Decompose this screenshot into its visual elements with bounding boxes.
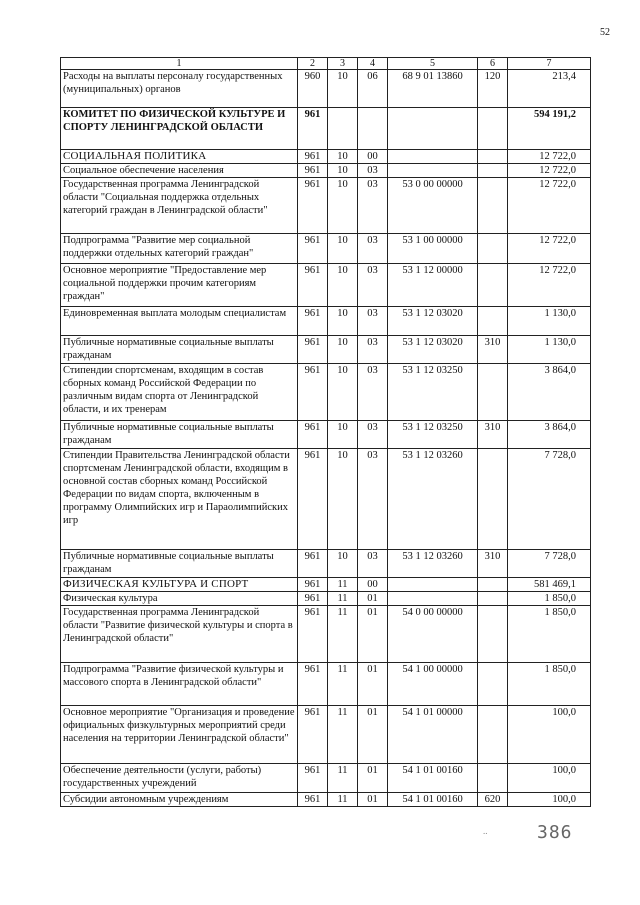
target-article-cell (388, 164, 478, 178)
amount-cell: 1 850,0 (508, 606, 591, 663)
header-cell: 3 (328, 58, 358, 70)
ministry-code-cell: 961 (298, 764, 328, 793)
header-cell: 4 (358, 58, 388, 70)
ministry-code-cell: 961 (298, 307, 328, 336)
subsection-cell: 01 (358, 592, 388, 606)
subsection-cell: 03 (358, 449, 388, 550)
section-cell: 10 (328, 449, 358, 550)
row-name-cell: Социальное обеспечение населения (61, 164, 298, 178)
row-name-cell: СОЦИАЛЬНАЯ ПОЛИТИКА (61, 150, 298, 164)
row-name-cell: Подпрограмма "Развитие мер социальной поддержки отдельных категорий граждан" (61, 234, 298, 264)
section-cell: 11 (328, 764, 358, 793)
table-row (61, 550, 591, 578)
section-cell: 10 (328, 364, 358, 421)
page-number: 52 (600, 27, 610, 38)
section-cell: 10 (328, 234, 358, 264)
amount-cell: 7 728,0 (508, 449, 591, 550)
amount-cell: 12 722,0 (508, 264, 591, 307)
expense-type-cell (478, 234, 508, 264)
amount-cell: 3 864,0 (508, 421, 591, 449)
row-name-cell: Расходы на выплаты персоналу государственных (муниципальных) органов (61, 70, 298, 108)
target-article-cell: 54 0 00 00000 (388, 606, 478, 663)
table-row (61, 421, 591, 449)
amount-cell: 12 722,0 (508, 178, 591, 234)
expense-type-cell (478, 578, 508, 592)
table-row (61, 592, 591, 606)
target-article-cell (388, 150, 478, 164)
subsection-cell: 01 (358, 793, 388, 807)
section-cell: 11 (328, 663, 358, 706)
table-row (61, 264, 591, 307)
target-article-cell: 53 1 12 03250 (388, 364, 478, 421)
ministry-code-cell: 961 (298, 336, 328, 364)
row-name-cell: Государственная программа Ленинградской области "Развитие физической культуры и спорта в Ленинградской области" (61, 606, 298, 663)
target-article-cell: 53 1 12 03260 (388, 550, 478, 578)
ministry-code-cell: 961 (298, 606, 328, 663)
amount-cell: 100,0 (508, 793, 591, 807)
subsection-cell: 00 (358, 150, 388, 164)
scan-mark: .. (483, 826, 488, 836)
header-cell: 6 (478, 58, 508, 70)
target-article-cell: 53 1 12 03020 (388, 336, 478, 364)
target-article-cell (388, 578, 478, 592)
target-article-cell: 53 1 12 00000 (388, 264, 478, 307)
table-row (61, 336, 591, 364)
table-row (61, 663, 591, 706)
expense-type-cell (478, 364, 508, 421)
target-article-cell: 54 1 01 00000 (388, 706, 478, 764)
amount-cell: 12 722,0 (508, 234, 591, 264)
expense-type-cell (478, 706, 508, 764)
ministry-code-cell: 961 (298, 578, 328, 592)
table-row (61, 764, 591, 793)
section-cell: 11 (328, 706, 358, 764)
table-row (61, 70, 591, 108)
expense-type-cell: 120 (478, 70, 508, 108)
header-cell: 1 (61, 58, 298, 70)
section-cell: 11 (328, 592, 358, 606)
row-name-cell: Стипендии спортсменам, входящим в состав сборных команд Российской Федерации по различным видам спорта от Ленинградской области, и их тренерам (61, 364, 298, 421)
target-article-cell: 54 1 00 00000 (388, 663, 478, 706)
amount-cell: 1 850,0 (508, 592, 591, 606)
target-article-cell: 53 1 00 00000 (388, 234, 478, 264)
target-article-cell: 53 1 12 03250 (388, 421, 478, 449)
expense-type-cell (478, 108, 508, 150)
ministry-code-cell: 960 (298, 70, 328, 108)
expense-type-cell: 310 (478, 336, 508, 364)
ministry-code-cell: 961 (298, 164, 328, 178)
header-cell: 2 (298, 58, 328, 70)
row-name-cell: КОМИТЕТ ПО ФИЗИЧЕСКОЙ КУЛЬТУРЕ И СПОРТУ ЛЕНИНГРАДСКОЙ ОБЛАСТИ (61, 108, 298, 150)
ministry-code-cell: 961 (298, 550, 328, 578)
expense-type-cell (478, 449, 508, 550)
target-article-cell: 54 1 01 00160 (388, 764, 478, 793)
section-cell (328, 108, 358, 150)
section-cell: 11 (328, 578, 358, 592)
subsection-cell: 03 (358, 264, 388, 307)
ministry-code-cell: 961 (298, 364, 328, 421)
subsection-cell: 03 (358, 178, 388, 234)
expense-type-cell (478, 663, 508, 706)
table-row (61, 234, 591, 264)
expense-type-cell (478, 264, 508, 307)
amount-cell: 12 722,0 (508, 164, 591, 178)
expense-type-cell (478, 150, 508, 164)
ministry-code-cell: 961 (298, 449, 328, 550)
subsection-cell: 01 (358, 764, 388, 793)
expense-type-cell: 620 (478, 793, 508, 807)
ministry-code-cell: 961 (298, 234, 328, 264)
amount-cell: 581 469,1 (508, 578, 591, 592)
handwritten-page-stamp: 386 (537, 822, 573, 843)
amount-cell: 100,0 (508, 706, 591, 764)
subsection-cell: 01 (358, 706, 388, 764)
expense-type-cell (478, 764, 508, 793)
amount-cell: 1 130,0 (508, 307, 591, 336)
section-cell: 10 (328, 70, 358, 108)
section-cell: 10 (328, 336, 358, 364)
section-cell: 10 (328, 150, 358, 164)
amount-cell: 213,4 (508, 70, 591, 108)
table-row (61, 706, 591, 764)
subsection-cell: 03 (358, 421, 388, 449)
amount-cell: 7 728,0 (508, 550, 591, 578)
ministry-code-cell: 961 (298, 108, 328, 150)
subsection-cell: 03 (358, 336, 388, 364)
section-cell: 11 (328, 606, 358, 663)
amount-cell: 12 722,0 (508, 150, 591, 164)
row-name-cell: Государственная программа Ленинградской области "Социальная поддержка отдельных категорий граждан в Ленинградской области" (61, 178, 298, 234)
row-name-cell: Обеспечение деятельности (услуги, работы) государственных учреждений (61, 764, 298, 793)
subsection-cell (358, 108, 388, 150)
ministry-code-cell: 961 (298, 592, 328, 606)
subsection-cell: 03 (358, 550, 388, 578)
subsection-cell: 03 (358, 307, 388, 336)
budget-table (60, 57, 591, 807)
table-row (61, 606, 591, 663)
table-row (61, 108, 591, 150)
section-cell: 10 (328, 178, 358, 234)
expense-type-cell: 310 (478, 550, 508, 578)
amount-cell: 3 864,0 (508, 364, 591, 421)
header-cell: 7 (508, 58, 591, 70)
ministry-code-cell: 961 (298, 706, 328, 764)
row-name-cell: Единовременная выплата молодым специалистам (61, 307, 298, 336)
header-row (61, 58, 591, 70)
target-article-cell: 53 0 00 00000 (388, 178, 478, 234)
header-cell: 5 (388, 58, 478, 70)
subsection-cell: 01 (358, 606, 388, 663)
table-row (61, 307, 591, 336)
ministry-code-cell: 961 (298, 421, 328, 449)
target-article-cell: 53 1 12 03020 (388, 307, 478, 336)
target-article-cell: 68 9 01 13860 (388, 70, 478, 108)
section-cell: 10 (328, 307, 358, 336)
table-row (61, 578, 591, 592)
row-name-cell: ФИЗИЧЕСКАЯ КУЛЬТУРА И СПОРТ (61, 578, 298, 592)
row-name-cell: Подпрограмма "Развитие физической культуры и массового спорта в Ленинградской области" (61, 663, 298, 706)
row-name-cell: Публичные нормативные социальные выплаты гражданам (61, 336, 298, 364)
row-name-cell: Физическая культура (61, 592, 298, 606)
expense-type-cell (478, 178, 508, 234)
subsection-cell: 00 (358, 578, 388, 592)
expense-type-cell (478, 592, 508, 606)
target-article-cell: 53 1 12 03260 (388, 449, 478, 550)
amount-cell: 594 191,2 (508, 108, 591, 150)
subsection-cell: 03 (358, 364, 388, 421)
ministry-code-cell: 961 (298, 663, 328, 706)
amount-cell: 1 130,0 (508, 336, 591, 364)
row-name-cell: Основное мероприятие "Предоставление мер социальной поддержки прочим категориям граждан" (61, 264, 298, 307)
table-row (61, 164, 591, 178)
table-row (61, 150, 591, 164)
table-row (61, 449, 591, 550)
table-row (61, 178, 591, 234)
row-name-cell: Публичные нормативные социальные выплаты гражданам (61, 421, 298, 449)
expense-type-cell: 310 (478, 421, 508, 449)
section-cell: 11 (328, 793, 358, 807)
target-article-cell (388, 592, 478, 606)
amount-cell: 100,0 (508, 764, 591, 793)
section-cell: 10 (328, 264, 358, 307)
expense-type-cell (478, 164, 508, 178)
subsection-cell: 03 (358, 234, 388, 264)
section-cell: 10 (328, 421, 358, 449)
amount-cell: 1 850,0 (508, 663, 591, 706)
row-name-cell: Публичные нормативные социальные выплаты гражданам (61, 550, 298, 578)
ministry-code-cell: 961 (298, 264, 328, 307)
ministry-code-cell: 961 (298, 150, 328, 164)
table-row (61, 793, 591, 807)
target-article-cell (388, 108, 478, 150)
row-name-cell: Субсидии автономным учреждениям (61, 793, 298, 807)
subsection-cell: 03 (358, 164, 388, 178)
ministry-code-cell: 961 (298, 178, 328, 234)
target-article-cell: 54 1 01 00160 (388, 793, 478, 807)
section-cell: 10 (328, 164, 358, 178)
table-row (61, 364, 591, 421)
section-cell: 10 (328, 550, 358, 578)
row-name-cell: Стипендии Правительства Ленинградской области спортсменам Ленинградской области, входящим в основной состав сборных команд Российской Федерации по видам спорта, включенным в программу Олимпийских игр и Параолимпийских игр (61, 449, 298, 550)
row-name-cell: Основное мероприятие "Организация и проведение официальных физкультурных мероприятий среди населения на территории Ленинградской области" (61, 706, 298, 764)
expense-type-cell (478, 307, 508, 336)
expense-type-cell (478, 606, 508, 663)
subsection-cell: 01 (358, 663, 388, 706)
ministry-code-cell: 961 (298, 793, 328, 807)
subsection-cell: 06 (358, 70, 388, 108)
